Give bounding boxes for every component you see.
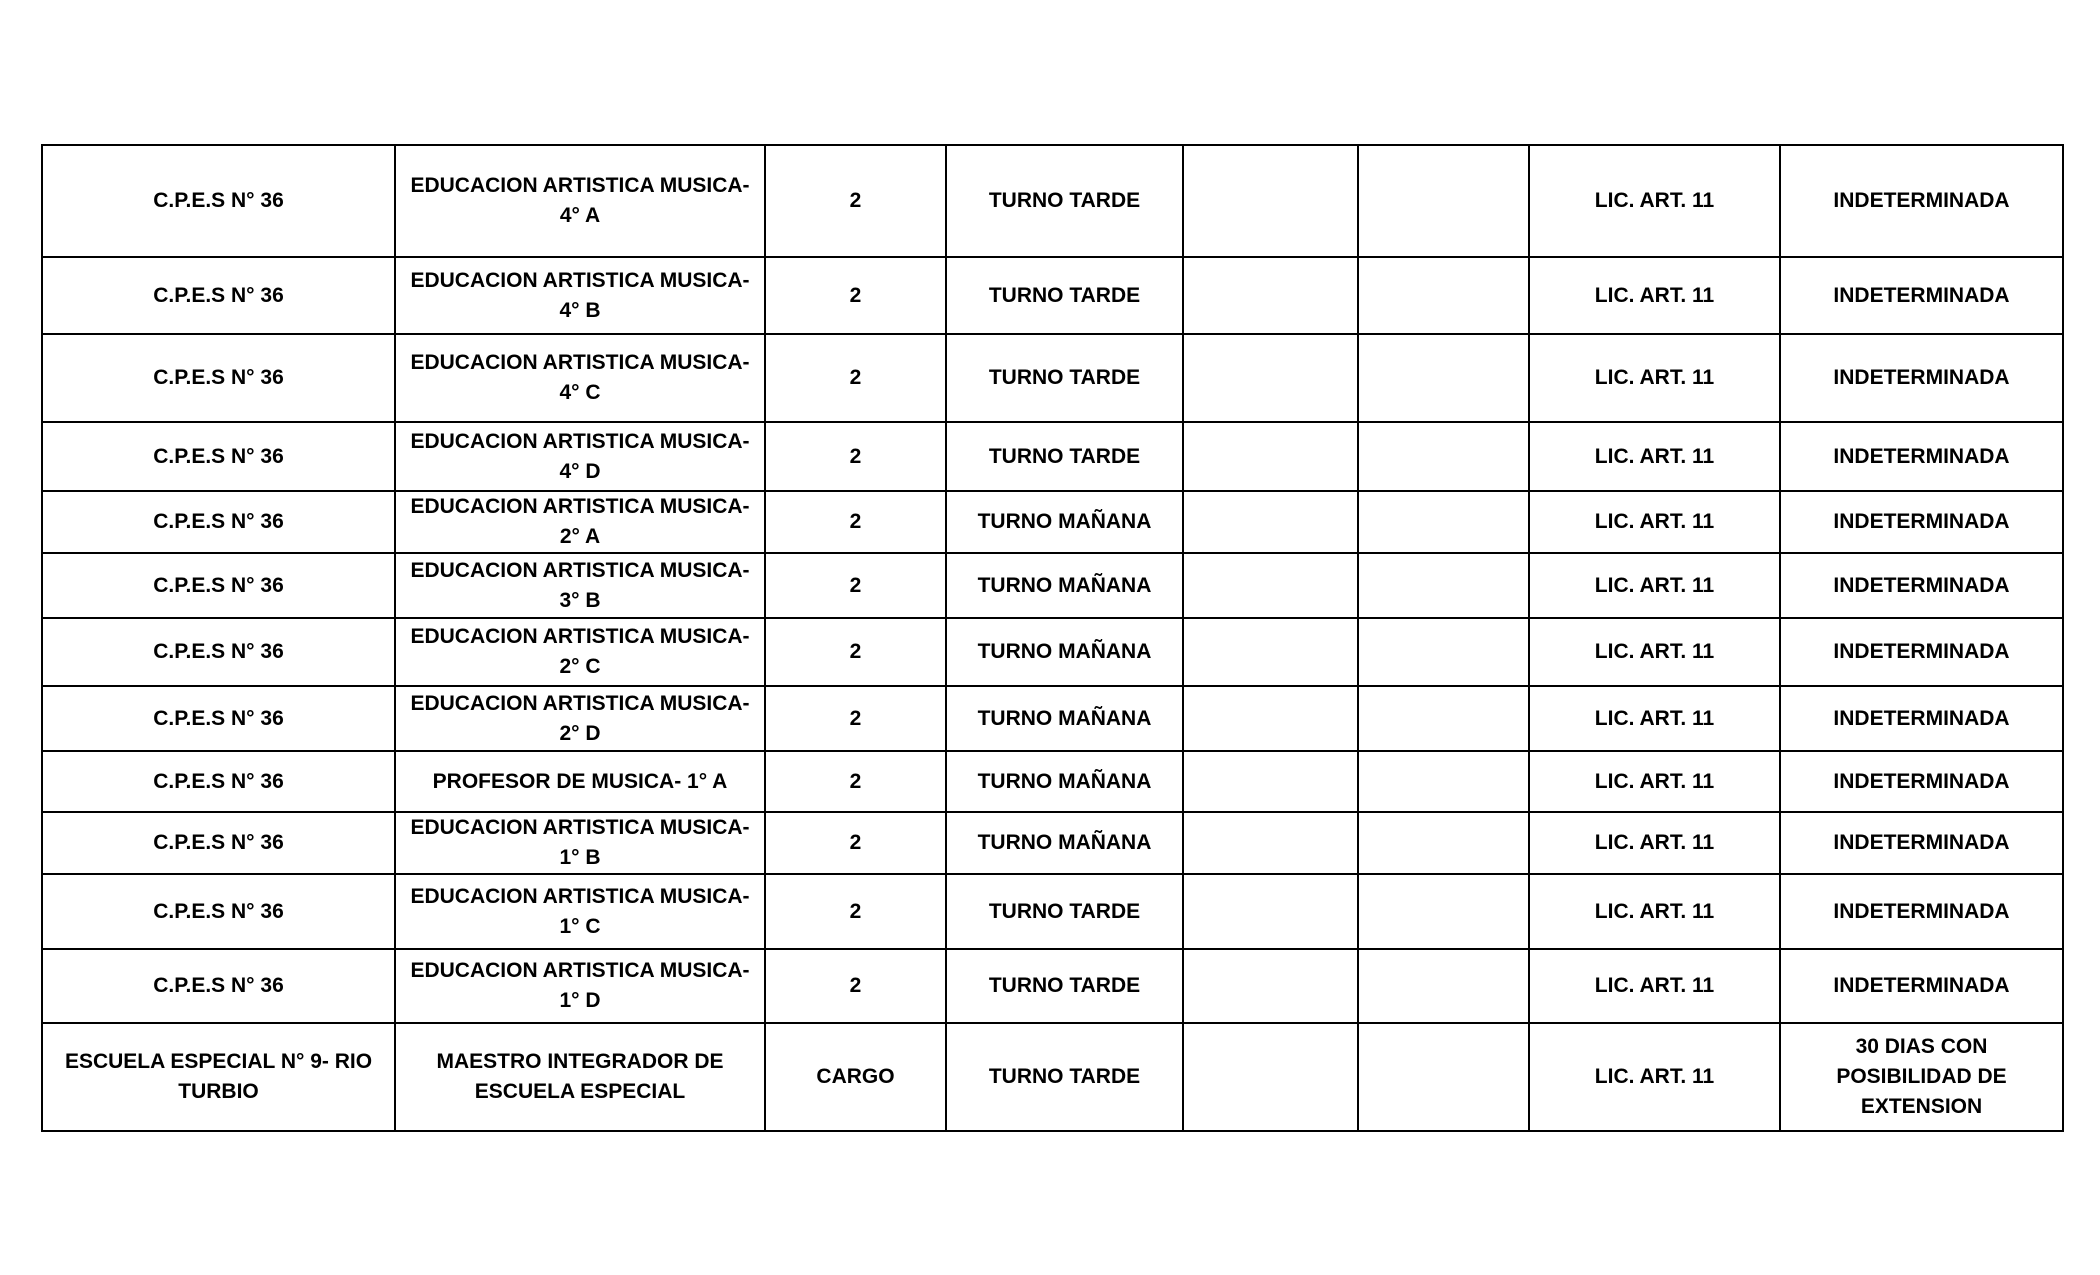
empty-cell <box>1358 812 1529 874</box>
hours-cell: 2 <box>765 751 946 812</box>
empty-cell <box>1183 686 1358 751</box>
duration-cell: INDETERMINADA <box>1780 491 2063 553</box>
duration-cell: INDETERMINADA <box>1780 257 2063 334</box>
table-row <box>42 422 2063 491</box>
table-row <box>42 812 2063 874</box>
subject-cell: EDUCACION ARTISTICA MUSICA- 1° D <box>395 949 765 1023</box>
duration-cell: INDETERMINADA <box>1780 686 2063 751</box>
subject-cell: EDUCACION ARTISTICA MUSICA- 4° D <box>395 422 765 491</box>
shift-cell: TURNO TARDE <box>946 257 1183 334</box>
table-row <box>42 553 2063 618</box>
school-cell: C.P.E.S N° 36 <box>42 686 395 751</box>
empty-cell <box>1183 553 1358 618</box>
empty-cell <box>1183 949 1358 1023</box>
reason-cell: LIC. ART. 11 <box>1529 874 1780 949</box>
school-cell: C.P.E.S N° 36 <box>42 491 395 553</box>
shift-cell: TURNO MAÑANA <box>946 553 1183 618</box>
table-row <box>42 751 2063 812</box>
empty-cell <box>1358 422 1529 491</box>
subject-cell: EDUCACION ARTISTICA MUSICA- 3° B <box>395 553 765 618</box>
shift-cell: TURNO TARDE <box>946 874 1183 949</box>
shift-cell: TURNO TARDE <box>946 949 1183 1023</box>
school-cell: C.P.E.S N° 36 <box>42 553 395 618</box>
reason-cell: LIC. ART. 11 <box>1529 257 1780 334</box>
reason-cell: LIC. ART. 11 <box>1529 334 1780 422</box>
reason-cell: LIC. ART. 11 <box>1529 751 1780 812</box>
duration-cell: INDETERMINADA <box>1780 334 2063 422</box>
subject-cell: EDUCACION ARTISTICA MUSICA- 1° C <box>395 874 765 949</box>
school-cell: C.P.E.S N° 36 <box>42 422 395 491</box>
subject-cell: PROFESOR DE MUSICA- 1° A <box>395 751 765 812</box>
duration-cell: INDETERMINADA <box>1780 618 2063 686</box>
empty-cell <box>1183 751 1358 812</box>
hours-cell: 2 <box>765 257 946 334</box>
duration-cell: INDETERMINADA <box>1780 949 2063 1023</box>
reason-cell: LIC. ART. 11 <box>1529 491 1780 553</box>
hours-cell: 2 <box>765 491 946 553</box>
subject-cell: EDUCACION ARTISTICA MUSICA- 1° B <box>395 812 765 874</box>
school-cell: C.P.E.S N° 36 <box>42 334 395 422</box>
shift-cell: TURNO MAÑANA <box>946 812 1183 874</box>
empty-cell <box>1183 257 1358 334</box>
school-cell: C.P.E.S N° 36 <box>42 949 395 1023</box>
shift-cell: TURNO TARDE <box>946 422 1183 491</box>
reason-cell: LIC. ART. 11 <box>1529 553 1780 618</box>
shift-cell: TURNO MAÑANA <box>946 686 1183 751</box>
table-body <box>42 145 2063 1131</box>
school-cell: C.P.E.S N° 36 <box>42 257 395 334</box>
empty-cell <box>1358 949 1529 1023</box>
hours-cell: 2 <box>765 686 946 751</box>
reason-cell: LIC. ART. 11 <box>1529 812 1780 874</box>
shift-cell: TURNO MAÑANA <box>946 491 1183 553</box>
empty-cell <box>1358 334 1529 422</box>
empty-cell <box>1183 874 1358 949</box>
empty-cell <box>1183 618 1358 686</box>
subject-cell: EDUCACION ARTISTICA MUSICA- 2° A <box>395 491 765 553</box>
table-row <box>42 949 2063 1023</box>
shift-cell: TURNO MAÑANA <box>946 751 1183 812</box>
duration-cell: INDETERMINADA <box>1780 751 2063 812</box>
empty-cell <box>1358 1023 1529 1131</box>
subject-cell: EDUCACION ARTISTICA MUSICA- 4° C <box>395 334 765 422</box>
school-cell: C.P.E.S N° 36 <box>42 145 395 257</box>
hours-cell: 2 <box>765 334 946 422</box>
empty-cell <box>1358 257 1529 334</box>
duration-cell: INDETERMINADA <box>1780 874 2063 949</box>
empty-cell <box>1358 618 1529 686</box>
duration-cell: INDETERMINADA <box>1780 145 2063 257</box>
empty-cell <box>1183 1023 1358 1131</box>
table-row <box>42 257 2063 334</box>
school-cell: C.P.E.S N° 36 <box>42 618 395 686</box>
school-cell: ESCUELA ESPECIAL N° 9- RIO TURBIO <box>42 1023 395 1131</box>
empty-cell <box>1358 751 1529 812</box>
school-cell: C.P.E.S N° 36 <box>42 874 395 949</box>
school-cell: C.P.E.S N° 36 <box>42 751 395 812</box>
subject-cell: EDUCACION ARTISTICA MUSICA- 4° A <box>395 145 765 257</box>
reason-cell: LIC. ART. 11 <box>1529 686 1780 751</box>
reason-cell: LIC. ART. 11 <box>1529 422 1780 491</box>
hours-cell: 2 <box>765 618 946 686</box>
duration-cell: INDETERMINADA <box>1780 812 2063 874</box>
hours-cell: 2 <box>765 553 946 618</box>
reason-cell: LIC. ART. 11 <box>1529 1023 1780 1131</box>
empty-cell <box>1183 145 1358 257</box>
empty-cell <box>1358 686 1529 751</box>
hours-cell: 2 <box>765 812 946 874</box>
table-row <box>42 334 2063 422</box>
shift-cell: TURNO TARDE <box>946 334 1183 422</box>
table-row <box>42 491 2063 553</box>
hours-cell: 2 <box>765 422 946 491</box>
table-row <box>42 145 2063 257</box>
shift-cell: TURNO TARDE <box>946 1023 1183 1131</box>
table-row <box>42 1023 2063 1131</box>
hours-cell: 2 <box>765 145 946 257</box>
hours-cell: 2 <box>765 949 946 1023</box>
empty-cell <box>1183 491 1358 553</box>
reason-cell: LIC. ART. 11 <box>1529 145 1780 257</box>
table-row <box>42 874 2063 949</box>
empty-cell <box>1358 145 1529 257</box>
empty-cell <box>1183 334 1358 422</box>
hours-cell: CARGO <box>765 1023 946 1131</box>
shift-cell: TURNO MAÑANA <box>946 618 1183 686</box>
empty-cell <box>1183 812 1358 874</box>
duration-cell: INDETERMINADA <box>1780 422 2063 491</box>
duration-cell: 30 DIAS CON POSIBILIDAD DE EXTENSION <box>1780 1023 2063 1131</box>
table-row <box>42 618 2063 686</box>
table-row <box>42 686 2063 751</box>
reason-cell: LIC. ART. 11 <box>1529 618 1780 686</box>
subject-cell: EDUCACION ARTISTICA MUSICA- 2° D <box>395 686 765 751</box>
empty-cell <box>1183 422 1358 491</box>
shift-cell: TURNO TARDE <box>946 145 1183 257</box>
school-cell: C.P.E.S N° 36 <box>42 812 395 874</box>
hours-cell: 2 <box>765 874 946 949</box>
subject-cell: MAESTRO INTEGRADOR DE ESCUELA ESPECIAL <box>395 1023 765 1131</box>
empty-cell <box>1358 553 1529 618</box>
subject-cell: EDUCACION ARTISTICA MUSICA- 2° C <box>395 618 765 686</box>
reason-cell: LIC. ART. 11 <box>1529 949 1780 1023</box>
empty-cell <box>1358 874 1529 949</box>
empty-cell <box>1358 491 1529 553</box>
subject-cell: EDUCACION ARTISTICA MUSICA- 4° B <box>395 257 765 334</box>
vacancy-table <box>41 144 2064 1132</box>
duration-cell: INDETERMINADA <box>1780 553 2063 618</box>
